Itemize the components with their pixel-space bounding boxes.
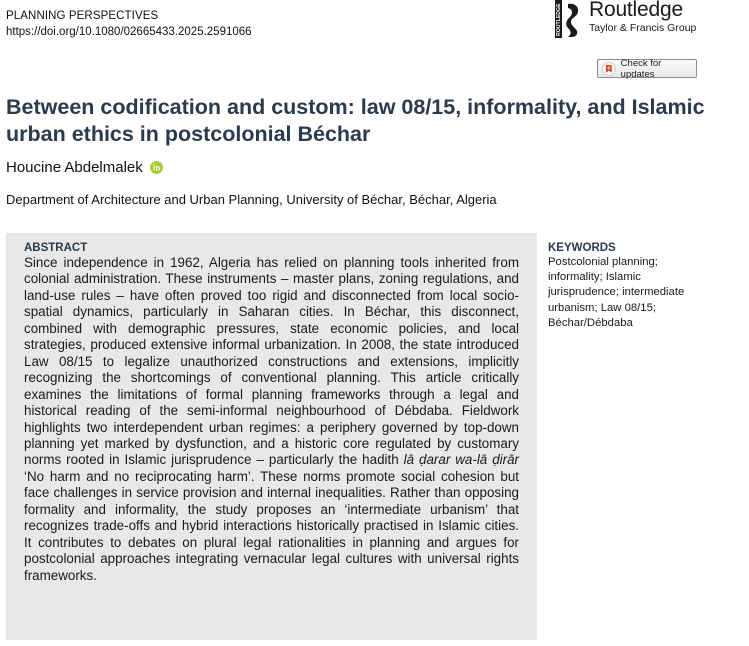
journal-name: PLANNING PERSPECTIVES: [6, 10, 159, 22]
orcid-icon[interactable]: [150, 161, 163, 174]
abstract-text-part-2: ‘No harm and no reciprocating harm’. These norms promote social cohesion but face challenges in service provision and internal inequalities. Rather than opposing formality and informality, the study proposes an ‘intermediate urbanism’ that recognizes trade-offs and hybrid interactions historically practised in Islamic cities. It contributes to debates on plural legal rationalities in planning and argues for postcolonial approaches integrating vernacular legal cultures with universal rights frameworks.: [24, 468, 519, 583]
abstract-heading: ABSTRACT: [24, 242, 88, 254]
doi-link[interactable]: https://doi.org/10.1080/02665433.2025.2591066: [6, 26, 252, 38]
publisher-spine-text: ROUTLEDGE: [556, 3, 563, 36]
keywords-list: Postcolonial planning; informality; Islamic jurisprudence; intermediate urbanism; Law 08/15; Béchar/Débdaba: [548, 256, 685, 329]
abstract-hadith-italic: lā ḍarar wa-lā ḍirār: [403, 452, 519, 468]
publisher-name: Routledge: [589, 0, 683, 21]
check-for-updates-label: Check for updates: [620, 57, 662, 80]
crossmark-icon: [602, 62, 616, 76]
author-name[interactable]: Houcine Abdelmalek: [6, 159, 143, 176]
publisher-subtitle: Taylor & Francis Group: [589, 22, 697, 34]
author-affiliation: Department of Architecture and Urban Planning, University of Béchar, Béchar, Algeria: [6, 192, 497, 207]
publisher-logo: [555, 0, 745, 40]
keywords-heading: KEYWORDS: [548, 242, 616, 254]
keywords-section: [548, 242, 708, 331]
routledge-logo-icon: [555, 0, 583, 38]
abstract-text-part-1: Since independence in 1962, Algeria has relied on planning tools inherited from colonial administration. These instruments – master plans, zoning regulations, and land-use rules – have often proved too rigid and disconnected from local socio-spatial dynamics, particularly in Saharan cities. In Béchar, this disconnect, combined with demographic pressures, state economic policies, and local strategies, produced extensive informal urbanization. In 2008, the state introduced Law 08/15 to legalize unauthorized constructions and extensions, implicitly recognizing the shortcomings of conventional planning. This article critically examines the limitations of formal planning frameworks through a legal and historical reading of the semi-informal neighbourhood of Débdaba. Fieldwork highlights two interdependent urban regimes: a periphery governed by top-down planning yet marked by dysfunction, and a historic core regulated by customary norms rooted in Islamic jurisprudence – particularly the hadith: [24, 255, 519, 468]
check-for-updates-button[interactable]: [597, 59, 697, 78]
article-title: Between codification and custom: law 08/15, informality, and Islamic urban ethics in postcolonial Béchar: [6, 95, 705, 146]
abstract-section: [6, 233, 537, 640]
abstract-text: [24, 255, 519, 584]
author-row: [6, 159, 163, 176]
